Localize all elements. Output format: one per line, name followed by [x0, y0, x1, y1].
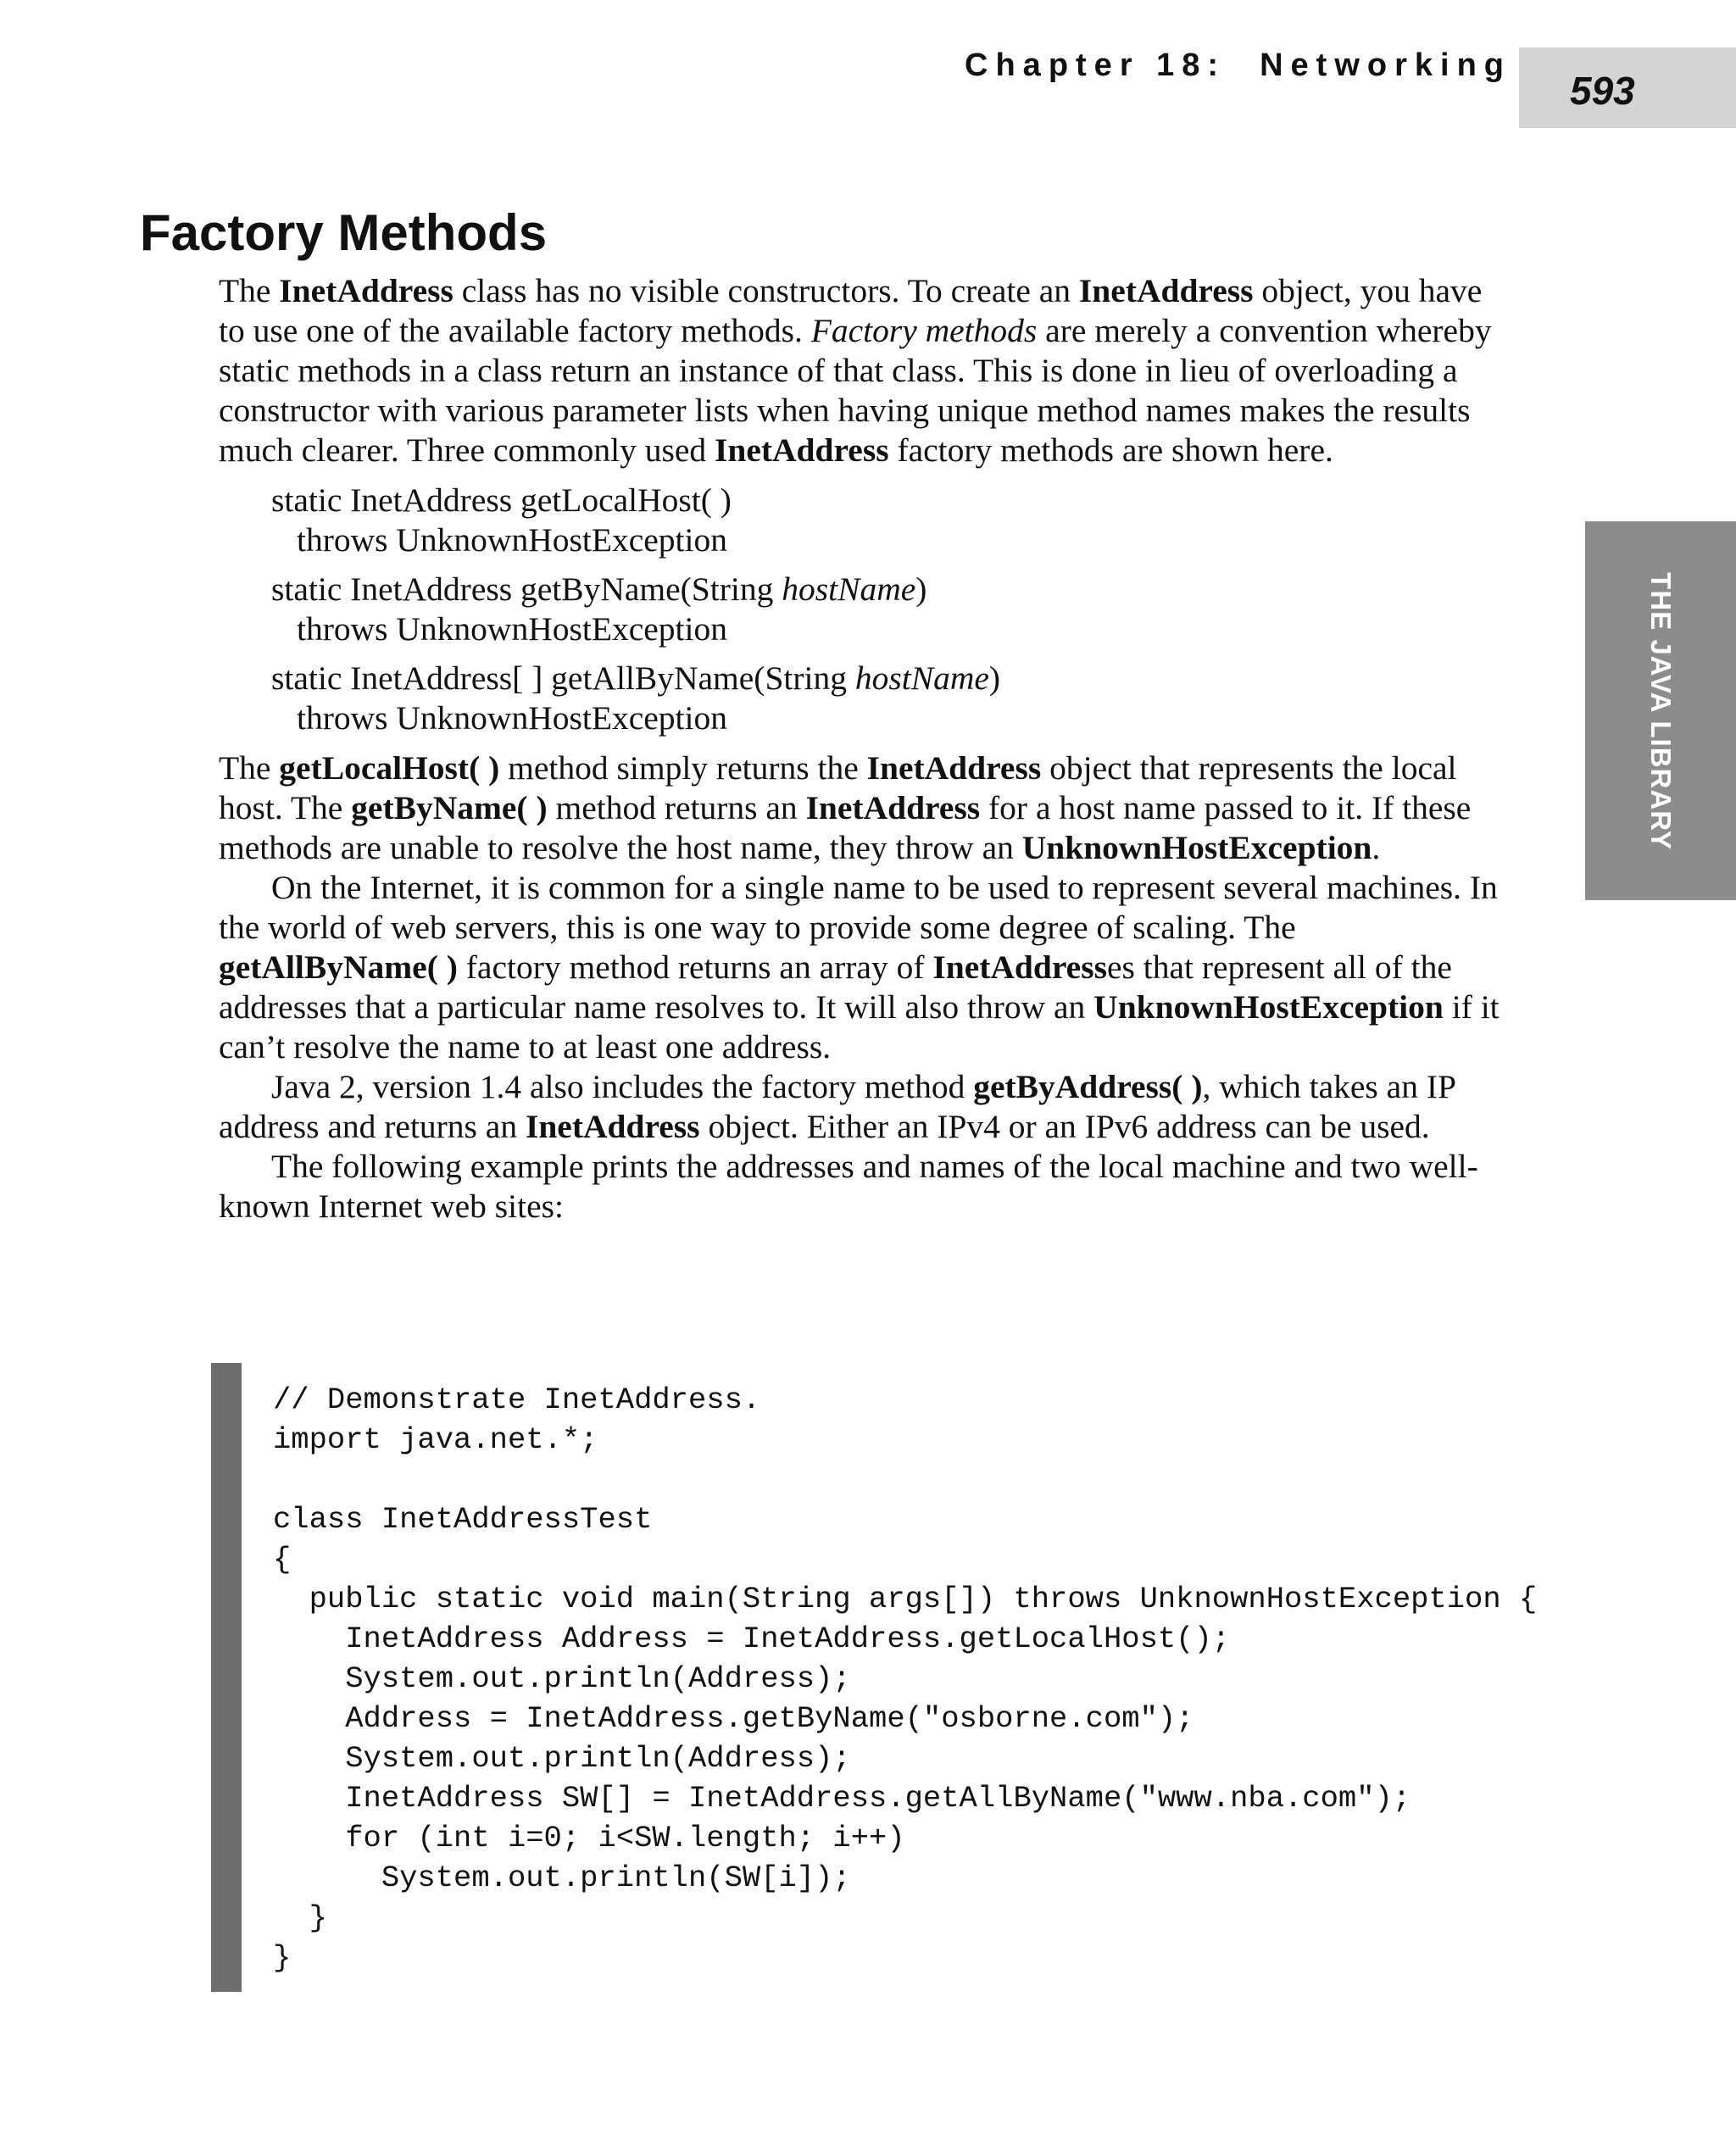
code-line: InetAddress SW[] = InetAddress.getAllByName("www.nba.com");: [273, 1781, 1411, 1816]
side-tab-label: THE JAVA LIBRARY: [1645, 571, 1677, 850]
side-tab: [1585, 521, 1736, 900]
paragraph-get-local-host: The getLocalHost( ) method simply returns the InetAddress object that represents the local host. The getByName( ) method returns an InetAddress for a host name passed to it. If these methods are unable to resolve the host name, they throw an UnknownHostException.: [219, 749, 1472, 866]
code-line: {: [273, 1542, 292, 1577]
page-number-box: [1519, 47, 1736, 128]
code-line: public static void main(String args[]) throws UnknownHostException {: [273, 1582, 1538, 1616]
code-line: InetAddress Address = InetAddress.getLocalHost();: [273, 1621, 1231, 1656]
code-line: import java.net.*;: [273, 1422, 598, 1457]
signature-get-local-host: static InetAddress getLocalHost( ) throws UnknownHostException: [271, 481, 732, 559]
chapter-title: Networking: [1260, 47, 1511, 83]
section-title: Factory Methods: [140, 204, 548, 261]
code-line: }: [273, 1940, 292, 1975]
method-signatures: [271, 481, 1507, 738]
code-line: System.out.println(Address);: [273, 1661, 851, 1696]
page-number: 593: [1570, 69, 1635, 113]
signature-get-by-name: static InetAddress getByName(String hostName) throws UnknownHostException: [271, 570, 927, 648]
paragraph-example-intro: The following example prints the addresses and names of the local machine and two well-known Internet web sites:: [219, 1148, 1478, 1225]
running-head: [965, 47, 1511, 84]
signature-get-all-by-name: static InetAddress[ ] getAllByName(String hostName) throws UnknownHostException: [271, 659, 1001, 737]
code-line: class InetAddressTest: [273, 1502, 653, 1537]
code-sidebar-bar: [211, 1363, 242, 1992]
paragraph-get-by-address: Java 2, version 1.4 also includes the factory method getByAddress( ), which takes an IP address and returns an InetAddress object. Either an IPv4 or an IPv6 address can be used.: [219, 1068, 1455, 1145]
code-line: // Demonstrate InetAddress.: [273, 1382, 761, 1417]
code-line: System.out.println(Address);: [273, 1741, 851, 1776]
code-line: System.out.println(SW[i]);: [273, 1861, 851, 1895]
code-line: }: [273, 1900, 327, 1935]
paragraph-intro: The InetAddress class has no visible constructors. To create an InetAddress object, you have to use one of the available factory methods. Factory methods are merely a convention whereby static methods in a class return an instance of that class. This is done in lieu of overloading a constructor with various parameter lists when having unique method names makes the results much clearer. Three commonly used InetAddress factory methods are shown here.: [219, 272, 1492, 469]
code-listing: [211, 1363, 1538, 1992]
code-text: [273, 1380, 1537, 1977]
chapter-label: Chapter 18:: [965, 47, 1227, 83]
code-line: [273, 1460, 1537, 1499]
code-line: for (int i=0; i<SW.length; i++): [273, 1821, 905, 1855]
code-line: Address = InetAddress.getByName("osborne.com");: [273, 1701, 1194, 1736]
paragraph-get-all-by-name: On the Internet, it is common for a single name to be used to represent several machines. In the world of web servers, this is one way to provide some degree of scaling. The getAllByName( ) factory method returns an array of InetAddresses that represent all of the addresses that a particular name resolves to. It will also throw an UnknownHostException if it can’t resolve the name to at least one address.: [219, 869, 1500, 1065]
body-text: [219, 271, 1507, 1227]
